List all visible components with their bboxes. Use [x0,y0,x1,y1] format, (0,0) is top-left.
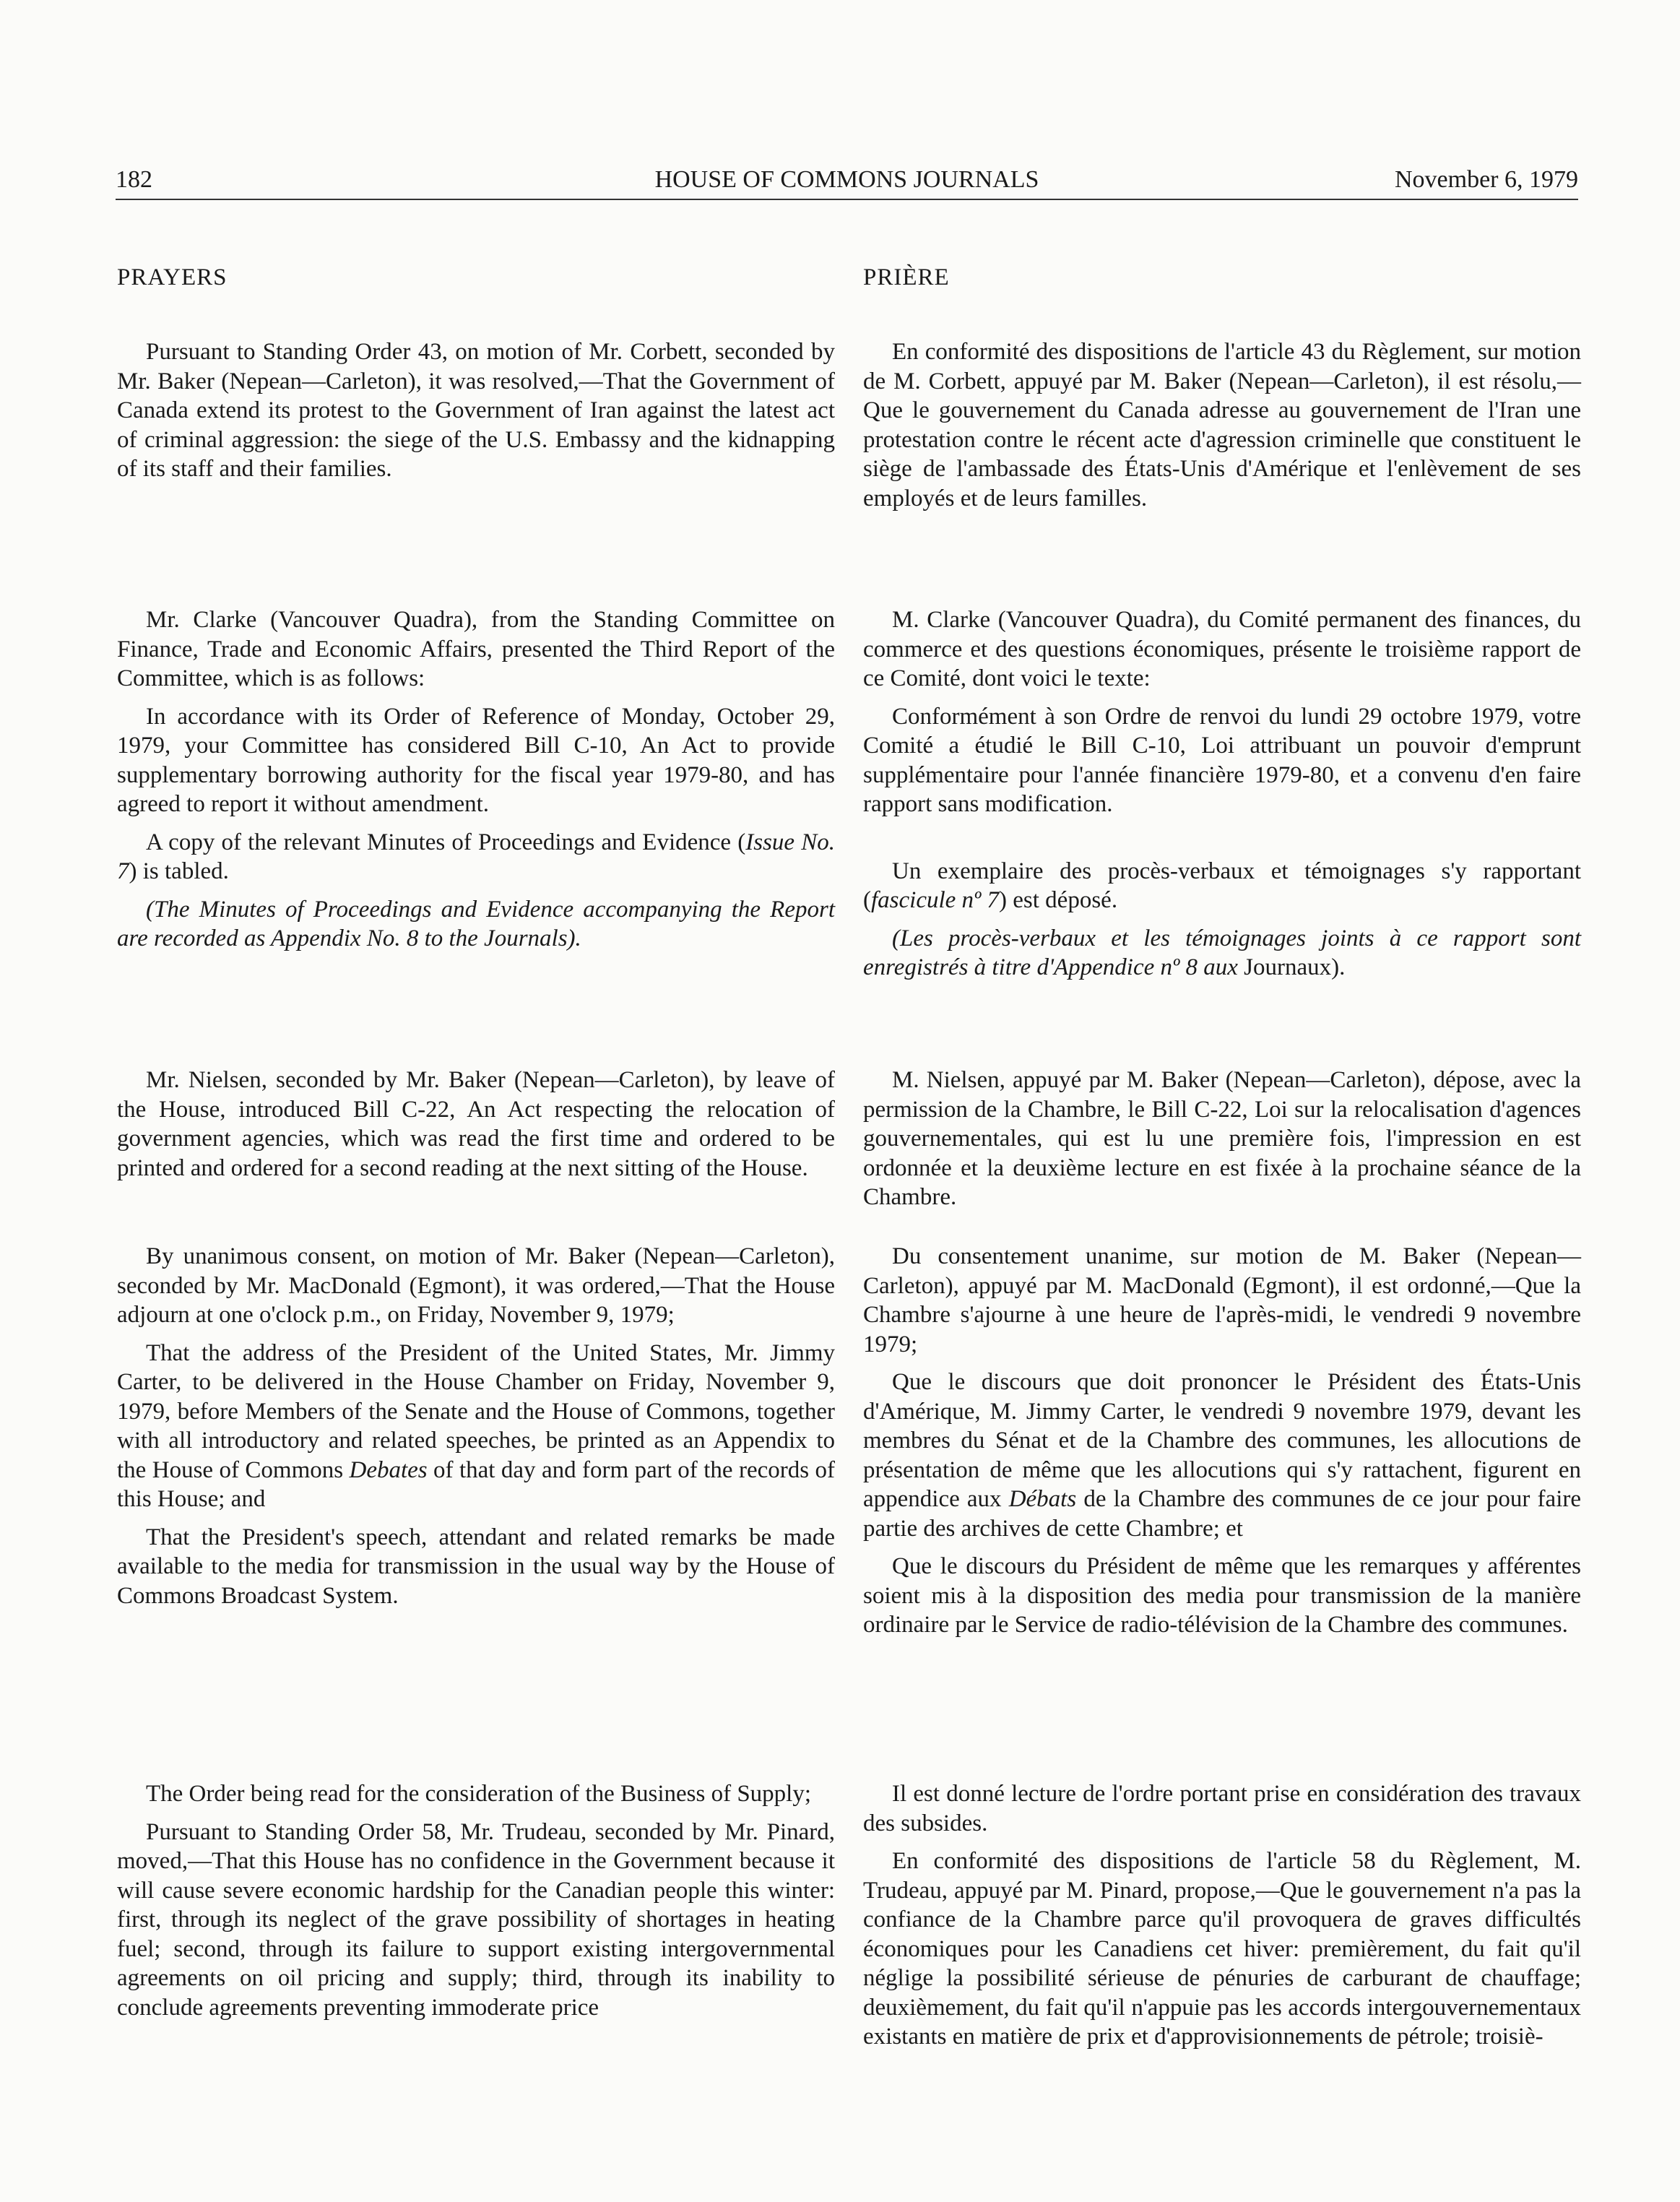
page-header [116,163,1578,200]
fr-paragraph-bill-c10: Conformément à son Ordre de renvoi du lundi 29 octobre 1979, votre Comité a étudié le Bill C-10, Loi attribuant un pouvoir d'emprunt supplémentaire pour l'année financière 1979-80, et a convenu d'en faire rapport sans modification. [863,703,1581,817]
fr-paragraph-carter-address: Que le discours que doit prononcer le Président des États-Unis d'Amérique, M. Jimmy Carter, le vendredi 9 novembre 1979, devant les membres du Sénat et de la Chambre des communes, les allocutions de présentation de même que les allocutions qui s'y rattachent, figurent en appendice aux Débats de la Chambre des communes de ce jour pour faire partie des archives de cette Chambre; et [863,1369,1581,1542]
en-paragraph-appendix-note: (The Minutes of Proceedings and Evidence accompanying the Report are recorded as Appendix No. 8 to the Journals). [117,896,835,951]
fr-paragraph-trudeau-motion: En conformité des dispositions de l'article 58 du Règlement, M. Trudeau, appuyé par M. Pinard, propose,—Que le gouvernement n'a pas la confiance de la Chambre parce qu'il provoquera de graves difficultés économiques pour les Canadiens cet hiver: premièrement, du fait qu'il néglige la possibilité sérieuse de pénuries de carburant de chauffage; deuxièmement, du fait qu'il n'appuie pas les accords intergouvernementaux existants en matière de prix et d'approvisionnements de pétrole; troisiè- [863,1848,1581,2050]
en-paragraph-iran-protest: Pursuant to Standing Order 43, on motion of Mr. Corbett, seconded by Mr. Baker (Nepean—Carleton), it was resolved,—That the Government of Canada extend its protest to the Government of Iran against the latest act of criminal aggression: the siege of the U.S. Embassy and the kidnapping of its staff and their families. [117,339,835,482]
fr-paragraph-unanimous-consent: Du consentement unanime, sur motion de M. Baker (Nepean—Carleton), appuyé par M. MacDonald (Egmont), il est ordonné,—Que la Chambre s'ajourne à une heure de l'après-midi, le vendredi 9 novembre 1979; [863,1243,1581,1357]
en-paragraph-minutes-tabled: A copy of the relevant Minutes of Proceedings and Evidence (Issue No. 7) is tabled. [117,829,835,884]
en-paragraph-unanimous-consent: By unanimous consent, on motion of Mr. Baker (Nepean—Carleton), seconded by Mr. MacDonald (Egmont), it was ordered,—That the House adjourn at one o'clock p.m., on Friday, November 9, 1979; [117,1243,835,1328]
fr-paragraph-clarke: M. Clarke (Vancouver Quadra), du Comité permanent des finances, du commerce et des questions économiques, présente le troisième rapport de ce Comité, dont voici le texte: [863,607,1581,691]
journal-title: HOUSE OF COMMONS JOURNALS [654,166,1039,193]
en-section-adjournment [117,1242,835,1610]
fr-paragraph-iran-protest: En conformité des dispositions de l'article 43 du Règlement, sur motion de M. Corbett, appuyé par M. Baker (Nepean—Carleton), il est résolu,—Que le gouvernement du Canada adresse au gouvernement de l'Iran une protestation contre le récent acte d'agression criminelle que constituent le siège de l'ambassade des États-Unis d'Amérique et l'enlèvement de ses employés et de leurs familles. [863,339,1581,511]
en-paragraph-broadcast: That the President's speech, attendant and related remarks be made available to the media for transmission in the usual way by the House of Commons Broadcast System. [117,1524,835,1609]
fr-paragraph-bill-c22: M. Nielsen, appuyé par M. Baker (Nepean—Carleton), dépose, avec la permission de la Chambre, le Bill C-22, Loi sur la relocalisation d'agences gouvernementales, qui est lu une première fois, l'impression en est ordonnée et la deuxième lecture en est fixée à la prochaine séance de la Chambre. [863,1067,1581,1210]
en-paragraph-bill-c22: Mr. Nielsen, seconded by Mr. Baker (Nepean—Carleton), by leave of the House, introduced Bill C-22, An Act respecting the relocation of government agencies, which was read the first time and ordered to be printed and ordered for a second reading at the next sitting of the House. [117,1067,835,1181]
en-paragraph-trudeau-motion: Pursuant to Standing Order 58, Mr. Trudeau, seconded by Mr. Pinard, moved,—That this House has no confidence in the Government because it will cause severe economic hardship for the Canadian people this winter: first, through its neglect of the grave possibility of shortages in heating fuel; second, through its failure to support existing intergovernmental agreements on oil pricing and supply; third, through its inability to conclude agreements preventing immoderate price [117,1818,835,2021]
fr-paragraph-minutes-tabled: Un exemplaire des procès-verbaux et témoignages s'y rapportant (fascicule nº 7) est déposé. [863,858,1581,913]
fr-paragraph-broadcast: Que le discours du Président de même que les remarques y afférentes soient mis à la disposition des media pour transmission de la manière ordinaire par le Service de radio-télévision de la Chambre des communes. [863,1553,1581,1638]
fr-section-supply [863,1779,1581,2052]
en-paragraph-bill-c10: In accordance with its Order of Reference of Monday, October 29, 1979, your Committee has considered Bill C-10, An Act to provide supplementary borrowing authority for the fiscal year 1979-80, and has agreed to report it without amendment. [117,703,835,817]
fr-section-committee-report [863,605,1581,983]
en-section-committee-report [117,605,835,954]
en-paragraph-clarke: Mr. Clarke (Vancouver Quadra), from the Standing Committee on Finance, Trade and Economic Affairs, presented the Third Report of the Committee, which is as follows: [117,607,835,691]
fr-paragraph-business-of-supply: Il est donné lecture de l'ordre portant prise en considération des travaux des subsides. [863,1781,1581,1836]
page-number: 182 [116,166,152,193]
en-paragraph-carter-address: That the address of the President of the United States, Mr. Jimmy Carter, to be delivered in the House Chamber on Friday, November 9, 1979, before Members of the Senate and the House of Commons, together with all introductory and related speeches, be printed as an Appendix to the House of Commons Debates of that day and form part of the records of this House; and [117,1339,835,1512]
en-section-supply [117,1779,835,2022]
en-prayers-heading: PRAYERS [117,264,228,290]
fr-paragraph-appendix-note: (Les procès-verbaux et les témoignages joints à ce rapport sont enregistrés à titre d'Appendice nº 8 aux Journaux). [863,925,1581,980]
page-date: November 6, 1979 [1394,166,1578,193]
fr-priere-heading: PRIÈRE [863,264,950,290]
en-paragraph-business-of-supply: The Order being read for the consideration of the Business of Supply; [146,1781,812,1807]
fr-section-adjournment [863,1242,1581,1640]
